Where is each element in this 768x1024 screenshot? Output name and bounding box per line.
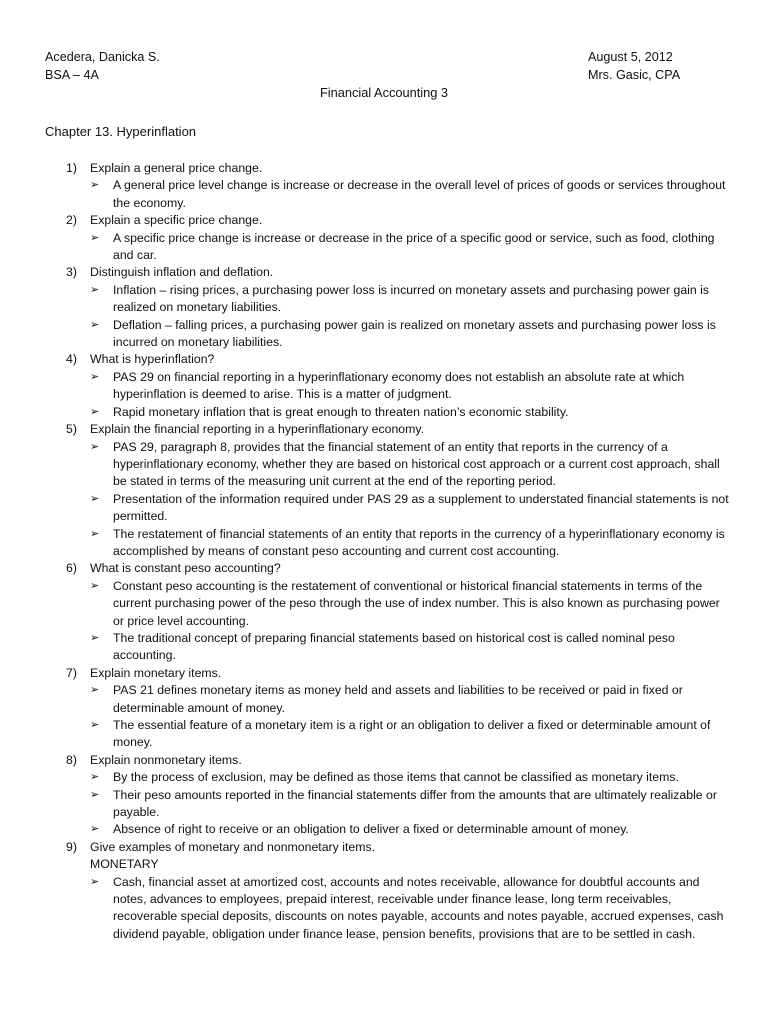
category-label: MONETARY (90, 857, 159, 872)
arrow-bullet-icon: ➢ (90, 527, 100, 540)
question-list (66, 160, 730, 943)
arrow-bullet-icon: ➢ (90, 875, 100, 888)
arrow-bullet-icon: ➢ (90, 179, 100, 192)
answer-text: The essential feature of a monetary item is a right or an obligation to deliver a fixed or determinable amount of money. (113, 718, 711, 750)
answer-text: PAS 29 on financial reporting in a hyperinflationary economy does not establish an absolute rate at which hyperinflation is deemed to arise. This is a matter of judgment. (113, 369, 685, 402)
arrow-bullet-icon: ➢ (90, 283, 100, 296)
answer-text: Cash, financial asset at amortized cost, accounts and notes receivable, allowance for doubtful accounts and notes, advances to employees, prepaid interest, receivable under finance lease, long term receivables, recoverable special deposits, discounts on notes payable, accounts and notes payable, accrued expenses, cash dividend payable, obligation under finance lease, pension benefits, provisions that are to be settled in cash. (113, 874, 724, 941)
arrow-bullet-icon: ➢ (90, 318, 100, 331)
answer-bullet (66, 717, 730, 752)
arrow-bullet-icon: ➢ (90, 631, 100, 644)
question-item (66, 752, 730, 769)
arrow-bullet-icon: ➢ (90, 231, 100, 244)
answer-bullet (66, 317, 730, 352)
answer-text: The restatement of financial statements of an entity that reports in the currency of a hyperinflationary economy is accomplished by means of constant peso accounting and current cost accounting. (113, 526, 725, 558)
answer-bullet (66, 404, 730, 421)
answer-text: Their peso amounts reported in the financial statements differ from the amounts that are ultimately realizable or payable. (113, 787, 717, 820)
answer-text: A specific price change is increase or decrease in the price of a specific good or service, such as food, clothing and car. (113, 230, 715, 263)
answer-text: Inflation – rising prices, a purchasing power loss is incurred on monetary assets and purchasing power gain is realized on monetary liabilities. (113, 282, 710, 315)
question-text: Explain the financial reporting in a hyperinflationary economy. (90, 422, 425, 437)
answer-bullet (66, 526, 730, 561)
instructor-name: Mrs. Gasic, CPA (588, 68, 681, 82)
answer-text: Presentation of the information required under PAS 29 as a supplement to understated financial statements is not permitted. (113, 491, 729, 524)
answer-bullet (66, 821, 730, 838)
arrow-bullet-icon: ➢ (90, 823, 100, 836)
question-number: 3) (66, 265, 77, 280)
question-text: Explain a general price change. (90, 161, 263, 175)
question-number: 8) (66, 752, 77, 767)
question-number: 9) (66, 839, 77, 854)
arrow-bullet-icon: ➢ (90, 684, 100, 697)
document-date: August 5, 2012 (588, 50, 673, 64)
question-text: Explain nonmonetary items. (90, 752, 242, 767)
answer-bullet (66, 682, 730, 717)
answer-text: Constant peso accounting is the restatement of conventional or historical financial statements in terms of the current purchasing power of the peso through the use of index number. This is also known as purchasing power or price level accounting. (113, 578, 720, 628)
chapter-heading: Chapter 13. Hyperinflation (45, 124, 197, 139)
answer-bullet (66, 787, 730, 822)
question-number: 4) (66, 352, 77, 367)
answer-text: By the process of exclusion, may be defined as those items that cannot be classified as monetary items. (113, 770, 679, 785)
arrow-bullet-icon: ➢ (90, 370, 100, 383)
arrow-bullet-icon: ➢ (90, 492, 100, 505)
question-item (66, 839, 730, 856)
question-item (66, 560, 730, 577)
answer-text: Rapid monetary inflation that is great enough to threaten nation’s economic stability. (113, 404, 569, 419)
arrow-bullet-icon: ➢ (90, 719, 100, 731)
question-text: Explain a specific price change. (90, 213, 263, 228)
question-item (66, 665, 730, 682)
answer-bullet (66, 230, 730, 265)
question-text: Explain monetary items. (90, 665, 222, 680)
answer-text: Deflation – falling prices, a purchasing power gain is realized on monetary assets and purchasing power loss is incurred on monetary liabilities. (113, 317, 716, 350)
answer-bullet (66, 439, 730, 491)
question-text: What is constant peso accounting? (90, 561, 281, 576)
answer-text: Absence of right to receive or an obligation to deliver a fixed or determinable amount of money. (113, 822, 629, 837)
question-item (66, 421, 730, 438)
question-number: 6) (66, 561, 77, 576)
answer-bullet (66, 282, 730, 317)
answer-text: A general price level change is increase or decrease in the overall level of prices of goods or services throughout the economy. (113, 178, 726, 210)
arrow-bullet-icon: ➢ (90, 788, 100, 801)
question-number: 5) (66, 422, 77, 437)
answer-bullet (66, 177, 730, 212)
answer-text: The traditional concept of preparing financial statements based on historical cost is called nominal peso accounting. (113, 630, 675, 663)
answer-bullet (66, 491, 730, 526)
question-item (66, 212, 730, 229)
question-number: 7) (66, 665, 77, 680)
answer-bullet (66, 578, 730, 630)
arrow-bullet-icon: ➢ (90, 771, 100, 784)
question-item (66, 160, 730, 177)
document-title: Financial Accounting 3 (319, 85, 449, 100)
arrow-bullet-icon: ➢ (90, 405, 100, 418)
answer-bullet (66, 874, 730, 944)
arrow-bullet-icon: ➢ (90, 440, 100, 453)
question-item (66, 264, 730, 281)
arrow-bullet-icon: ➢ (90, 579, 100, 592)
question-text: Distinguish inflation and deflation. (90, 265, 274, 280)
answer-text: PAS 29, paragraph 8, provides that the financial statement of an entity that reports in the currency of a hyperinflationary economy, whether they are based on historical cost approach or a current cost approach, shall be stated in terms of the measuring unit current at the end of the reporting period. (113, 439, 720, 489)
question-item (66, 351, 730, 368)
question-number: 1) (66, 161, 77, 175)
question-number: 2) (66, 213, 77, 228)
student-name: Acedera, Danicka S. (45, 50, 160, 64)
course-section: BSA – 4A (45, 68, 99, 82)
answer-bullet (66, 769, 730, 786)
answer-bullet (66, 369, 730, 404)
question-text: What is hyperinflation? (90, 352, 215, 367)
question-text: Give examples of monetary and nonmonetary items. (90, 839, 376, 854)
answer-bullet (66, 630, 730, 665)
answer-text: PAS 21 defines monetary items as money held and assets and liabilities to be received or paid in fixed or determinable amount of money. (113, 683, 683, 715)
